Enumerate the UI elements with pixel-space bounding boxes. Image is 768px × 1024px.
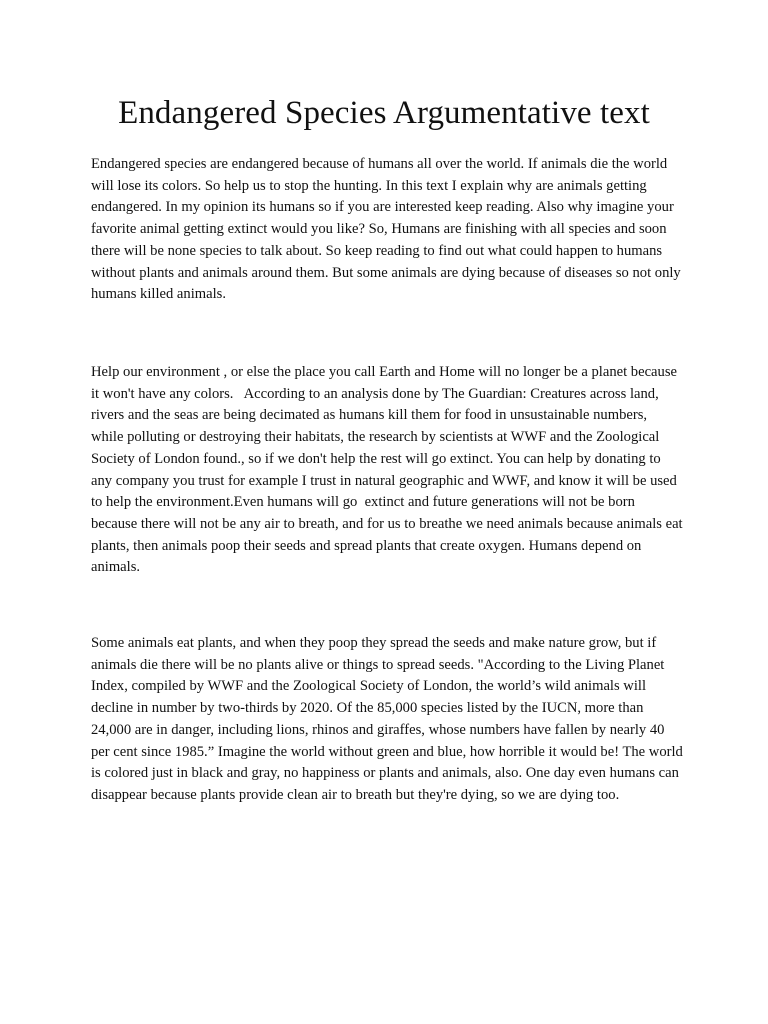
document-title: Endangered Species Argumentative text — [118, 95, 650, 131]
paragraph-plants: Some animals eat plants, and when they poop they spread the seeds and make nature grow, but if animals die there will be no plants alive or things to spread seeds. "According to the Living Planet Index, compiled by WWF and the Zoological Society of London, the world’s wild animals will decline in number by two-thirds by 2020. Of the 85,000 species listed by the IUCN, more than 24,000 are in danger, including lions, rhinos and giraffes, whose numbers have fallen by nearly 40 per cent since 1985.” Imagine the world without green and blue, how horrible it would be! The world is colored just in black and gray, no happiness or plants and animals, also. One day even humans can disappear because plants provide clean air to breath but they're dying, so we are dying too. — [91, 635, 687, 803]
paragraph-environment: Help our environment , or else the place you call Earth and Home will no longer be a planet because it won't have any colors. According to an analysis done by The Guardian: Creatures across land, rivers and the seas are being decimated as humans kill them for food in unsustainable numbers, while polluting or destroying their habitats, the research by scientists at WWF and the Zoological Society of London found., so if we don't help the rest will go extinct. You can help by donating to any company you trust for example I trust in natural geographic and WWF, and know it will be used to help the environment.Even humans will go extinct and future generations will not be born because there will not be any air to breath, and for us to breathe we need animals because animals eat plants, then animals poop their seeds and spread plants that create oxygen. Humans depend on animals. — [91, 364, 687, 576]
paragraph-intro: Endangered species are endangered because of humans all over the world. If animals die the world will lose its colors. So help us to stop the hunting. In this text I explain why are animals getting endangered. In my opinion its humans so if you are interested keep reading. Also why imagine your favorite animal getting extinct would you like? So, Humans are finishing with all species and soon there will be none species to talk about. So keep reading to find out what could happen to humans without plants and animals around them. But some animals are dying because of diseases so not only humans killed animals. — [91, 156, 685, 303]
